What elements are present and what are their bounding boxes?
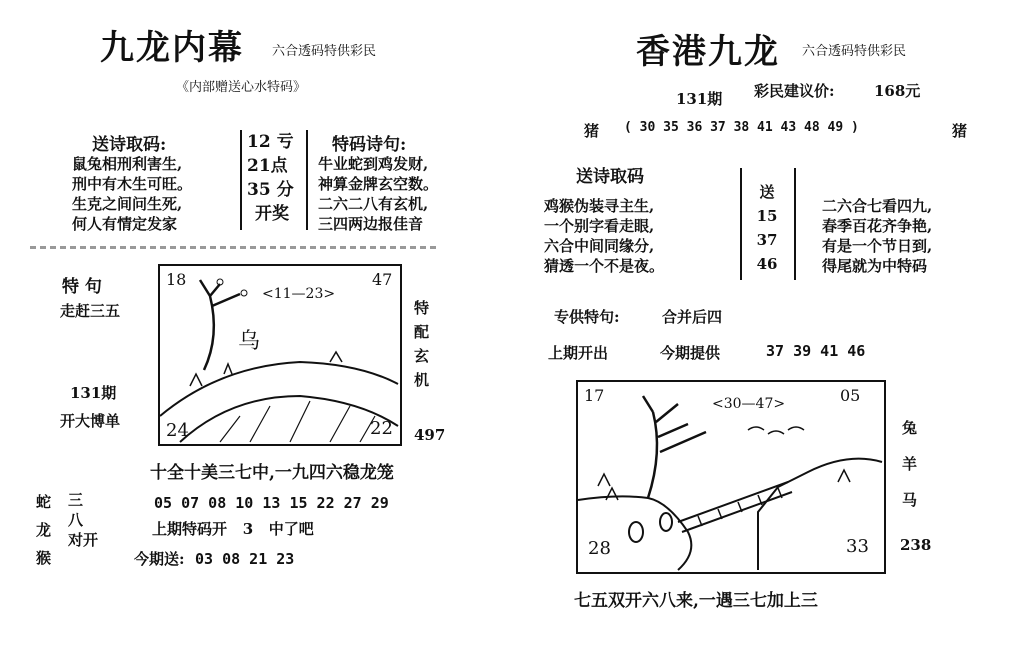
left-special	[318, 154, 438, 234]
zodiac-2: 龙	[36, 521, 52, 539]
right-price-label: 彩民建议价:	[754, 82, 835, 100]
left-divider-b	[306, 130, 308, 230]
left-poem	[72, 154, 192, 234]
right-poem	[544, 196, 664, 276]
this-period-label: 今期送:	[134, 550, 185, 568]
left-numbers: 05 07 08 10 13 15 22 27 29	[154, 494, 389, 512]
left-time-column	[247, 130, 294, 226]
right-poem2-line-4: 得尾就为中特码	[822, 257, 928, 275]
right-special-label: 专供特句:	[554, 308, 620, 326]
left-draw-char: 乌	[238, 329, 261, 354]
right-poem-line-1: 鸡猴伪装寻主生,	[544, 197, 655, 215]
left-side-char-1: 特	[414, 299, 430, 317]
zodiac-3: 猴	[36, 549, 52, 567]
zodiac-1: 蛇	[36, 493, 52, 511]
right-divider-b	[794, 168, 796, 280]
time-unit-3: 分	[276, 180, 294, 200]
left-poem-line-2: 刑中有木生可旺。	[72, 175, 193, 193]
left-zodiac-col	[36, 488, 51, 572]
right-side-number: 238	[900, 536, 932, 554]
left-issue-line2: 开大博单	[60, 412, 121, 430]
left-draw-num-bl: 24	[166, 420, 189, 441]
right-draw-range: <30—47>	[712, 396, 786, 412]
left-side-char-2: 配	[414, 323, 430, 341]
last-period-suffix: 中了吧	[268, 520, 314, 538]
time-unit-2: 点	[270, 156, 288, 176]
this-period-value: 03 08 21 23	[195, 550, 295, 568]
time-unit-4: 开奖	[255, 204, 289, 224]
pair-1: 三	[68, 491, 84, 509]
right-draw-num-br: 33	[846, 536, 869, 557]
pair-4: 开	[83, 531, 99, 549]
time-num-1: 12	[247, 132, 271, 152]
send-4: 46	[756, 255, 778, 273]
left-poem-line-1: 鼠兔相刑利害生,	[72, 155, 183, 173]
left-tagline: 《内部赠送心水特码》	[176, 80, 307, 95]
left-dotted-divider	[30, 246, 440, 249]
right-poem2-line-3: 有是一个节日到,	[822, 237, 933, 255]
right-provide-numbers: 37 39 41 46	[766, 342, 866, 360]
left-last-period	[152, 518, 314, 539]
left-draw-range: <11—23>	[262, 286, 336, 302]
right-side-char-1: 兔	[902, 419, 918, 437]
pair-3: 对	[68, 531, 84, 549]
right-verse: 七五双开六八来,一遇三七加上三	[574, 591, 818, 611]
right-poem-line-2: 一个别字看走眼,	[544, 217, 655, 235]
right-side-char-2: 羊	[902, 455, 918, 473]
right-pig-right: 猪	[952, 122, 968, 140]
left-this-period	[134, 548, 294, 569]
time-num-2: 21	[247, 156, 271, 176]
time-unit-1: 亏	[276, 132, 294, 152]
right-special-value: 合并后四	[662, 308, 723, 326]
last-period-label: 上期特码开	[152, 520, 228, 538]
pair-2: 八	[68, 511, 84, 529]
last-period-value: 3	[242, 520, 254, 538]
right-poem-line-4: 猜透一个不是夜。	[544, 257, 665, 275]
right-send-col	[744, 180, 790, 276]
left-draw-num-tl: 18	[166, 270, 187, 289]
right-provide-label: 今期提供	[660, 344, 721, 362]
left-subtitle: 六合透码特供彩民	[272, 44, 377, 59]
right-draw-num-tr: 05	[840, 386, 861, 405]
right-side-char-3: 马	[902, 491, 918, 509]
right-draw-num-bl: 28	[588, 538, 611, 559]
left-divider-a	[240, 130, 242, 230]
left-special-line-2: 神算金牌玄空数。	[318, 175, 439, 193]
send-1: 送	[759, 183, 775, 201]
left-side-char-4: 机	[414, 371, 430, 389]
left-side-vertical	[414, 296, 429, 392]
time-num-3: 35	[247, 180, 271, 200]
right-price: 168元	[874, 82, 921, 100]
left-tejv-text: 走赶三五	[60, 302, 121, 320]
left-special-line-4: 三四两边报佳音	[318, 215, 424, 233]
send-3: 37	[756, 231, 778, 249]
left-special-line-1: 牛业蛇到鸡发财,	[318, 155, 429, 173]
right-draw-num-tl: 17	[584, 386, 605, 405]
right-poem2-line-1: 二六合七看四九,	[822, 197, 933, 215]
left-draw-num-tr: 47	[372, 270, 393, 289]
left-poem-line-4: 何人有情定发家	[72, 215, 178, 233]
right-poem-line-3: 六合中间同缘分,	[544, 237, 655, 255]
right-subtitle: 六合透码特供彩民	[802, 44, 907, 59]
left-poem-label: 送诗取码:	[92, 135, 167, 155]
right-poem2	[822, 196, 932, 276]
right-pig-numbers: ( 30 35 36 37 38 41 43 48 49 )	[624, 120, 859, 135]
left-side-char-3: 玄	[414, 347, 430, 365]
left-tejv-label: 特 句	[62, 277, 102, 297]
right-side-vertical	[902, 410, 917, 518]
left-draw-num-br: 22	[370, 418, 393, 439]
left-special-line-3: 二六二八有玄机,	[318, 195, 429, 213]
left-issue-line1: 131期	[70, 384, 117, 402]
left-verse: 十全十美三七中,一九四六稳龙笼	[150, 463, 394, 483]
left-special-label: 特码诗句:	[332, 135, 407, 155]
right-last-open-label: 上期开出	[548, 344, 609, 362]
right-divider-a	[740, 168, 742, 280]
right-poem-label: 送诗取码	[576, 167, 644, 187]
left-poem-line-3: 生克之间问生死,	[72, 195, 183, 213]
right-poem2-line-2: 春季百花齐争艳,	[822, 217, 933, 235]
right-issue: 131期	[676, 90, 723, 108]
left-pair-col	[68, 490, 98, 550]
send-2: 15	[756, 207, 778, 225]
right-title: 香港九龙	[636, 32, 780, 72]
left-title: 九龙内幕	[100, 28, 244, 68]
right-pig-left: 猪	[584, 122, 600, 140]
left-side-number: 497	[414, 426, 446, 444]
